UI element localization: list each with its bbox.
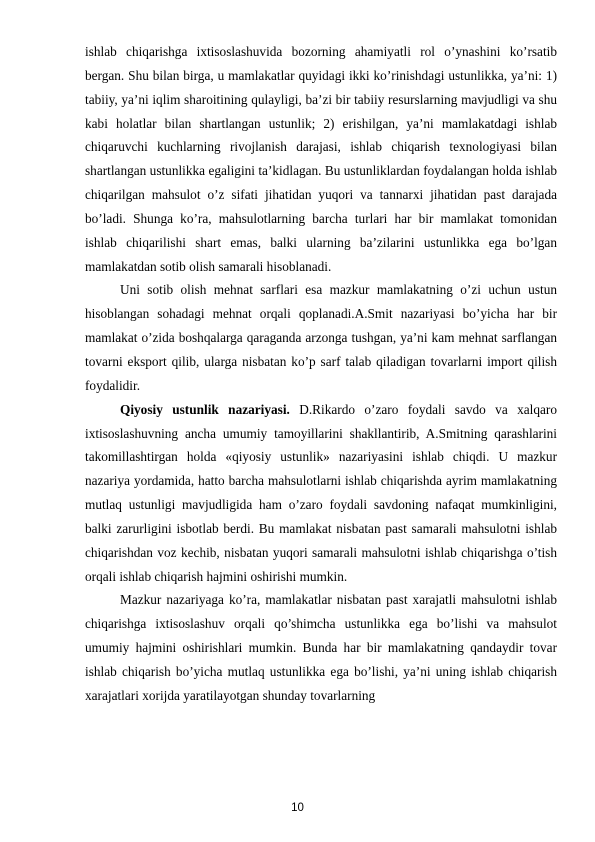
paragraph-3 <box>85 398 557 589</box>
page-number: 10 <box>291 802 304 814</box>
paragraph-2 <box>85 278 557 397</box>
paragraph-1-text: ishlab chiqarishga ixtisoslashuvida bozorning ahamiyatli rol o’ynashini ko’rsatib bergan. Shu bilan birga, u mamlakatlar quyidagi ikki ko’rinishdagi ustunlikka, ya’ni: 1) tabiiy, ya’ni iqlim sharoitining qulayligi, ba’zi bir tabiiy resurslarning mavjudligi va shu kabi holatlar bilan shartlangan ustunlik; 2) erishilgan, ya’ni mamlakatdagi ishlab chiqaruvchi kuchlarning rivojlanish darajasi, ishlab chiqarish texnologiyasi bilan shartlangan ustunlikka egaligini ta’kidlagan. Bu ustunliklardan foydalangan holda ishlab chiqarilgan mahsulot o’z sifati jihatidan yuqori va tannarxi jihatidan past darajada bo’ladi. Shunga ko’ra, mahsulotlarning barcha turlari har bir mamlakat tomonidan ishlab chiqarilishi shart emas, balki ularning ba’zilarini ustunlikka ega bo’lgan mamlakatdan sotib olish samarali hisoblanadi. <box>85 44 557 274</box>
paragraph-3-text: D.Rikardo o’zaro foydali savdo va xalqaro ixtisoslashuvning ancha umumiy tamoyillarini shakllantirib, A.Smitning qarashlarini takomillashtirgan holda «qiyosiy ustunlik» nazariyasini ishlab chiqdi. U mazkur nazariya yordamida, hatto barcha mahsulotlarni ishlab chiqarishda ayrim mamlakatning mutlaq ustunligi mavjudligida ham o’zaro foydali savdoning nafaqat mumkinligini, balki zarurligini isbotlab berdi. Bu mamlakat nisbatan past samarali mahsulotni ishlab chiqarishdan voz kechib, nisbatan yuqori samarali mahsulotni ishlab chiqarishga o’tish orqali ishlab chiqarish hajmini oshirishi mumkin. <box>85 401 557 584</box>
paragraph-4 <box>85 588 557 707</box>
document-body <box>85 40 557 708</box>
section-heading-qiyosiy-ustunlik: Qiyosiy ustunlik nazariyasi. <box>120 401 290 417</box>
paragraph-2-text: Uni sotib olish mehnat sarflari esa mazkur mamlakatning o’zi uchun ustun hisoblangan sohadagi mehnat orqali qoplanadi.A.Smit nazariyasi bo’yicha har bir mamlakat o’zida boshqalarga qaraganda arzonga tushgan, ya’ni kam mehnat sarflangan tovarni eksport qilib, ularga nisbatan ko’p sarf talab qiladigan tovarlarni import qilish foydalidir. <box>85 282 557 393</box>
paragraph-4-text: Mazkur nazariyaga ko’ra, mamlakatlar nisbatan past xarajatli mahsulotni ishlab chiqarishga ixtisoslashuv orqali qo’shimcha ustunlikka ega bo’lishi va mahsulot umumiy hajmini oshirishlari mumkin. Bunda har bir mamlakatning qandaydir tovar ishlab chiqarish bo’yicha mutlaq ustunlikka ega bo’lishi, ya’ni uning ishlab chiqarish xarajatlari xorijda yaratilayotgan shunday tovarlarning <box>85 592 557 703</box>
paragraph-1 <box>85 40 557 278</box>
